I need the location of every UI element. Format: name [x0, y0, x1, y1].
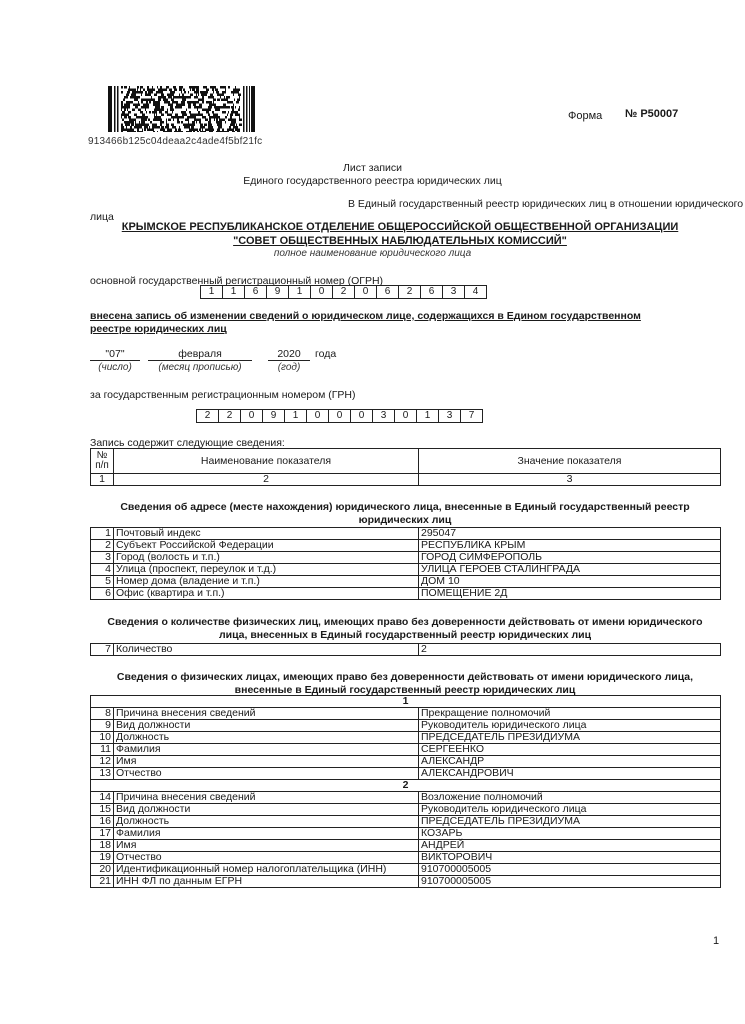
grn-digit: 0 — [329, 410, 351, 422]
document-subtitle: Единого государственного реестра юридических лиц — [243, 175, 502, 187]
table-row — [91, 864, 721, 876]
section-persons-title-line1: Сведения о физических лицах, имеющих право без доверенности действовать от имени юридического лица, — [116, 671, 694, 683]
contains-label: Запись содержит следующие сведения: — [90, 437, 285, 449]
row-value: ПРЕДСЕДАТЕЛЬ ПРЕЗИДИУМА — [419, 816, 721, 828]
grn-digit: 0 — [307, 410, 329, 422]
row-number: 3 — [91, 552, 114, 564]
row-value: Руководитель юридического лица — [419, 720, 721, 732]
record-statement-line2: реестре юридических лиц — [90, 323, 227, 335]
table-row — [91, 474, 721, 486]
ogrn-digit: 0 — [311, 286, 333, 298]
section-persons-title-line2: внесенные в Единый государственный реестр юридических лиц — [234, 684, 576, 696]
table-row — [91, 540, 721, 552]
row-number: 7 — [91, 644, 114, 656]
row-label: Причина внесения сведений — [114, 792, 419, 804]
row-value: УЛИЦА ГЕРОЕВ СТАЛИНГРАДА — [419, 564, 721, 576]
count-table — [90, 643, 721, 656]
row-label: Идентификационный номер налогоплательщика (ИНН) — [114, 864, 419, 876]
group-header-row — [91, 780, 721, 792]
persons-table — [90, 695, 721, 888]
intro-text-line2: лица — [90, 211, 114, 223]
row-label: ИНН ФЛ по данным ЕГРН — [114, 876, 419, 888]
grn-digit: 0 — [241, 410, 263, 422]
table-row — [91, 564, 721, 576]
section-count-title-line1: Сведения о количестве физических лиц, имеющих право без доверенности действовать от имени юридического — [107, 616, 703, 628]
row-number: 4 — [91, 564, 114, 576]
row-value: АЛЕКСАНДРОВИЧ — [419, 768, 721, 780]
grn-digit: 0 — [395, 410, 417, 422]
row-value: ДОМ 10 — [419, 576, 721, 588]
ogrn-digit: 1 — [201, 286, 223, 298]
row-number: 2 — [91, 540, 114, 552]
record-statement-line1: внесена запись об изменении сведений о юридическом лице, содержащихся в Едином государственном — [90, 310, 641, 322]
date-month-caption: (месяц прописью) — [158, 362, 242, 373]
row-number: 10 — [91, 732, 114, 744]
row-number: 14 — [91, 792, 114, 804]
row-number: 19 — [91, 852, 114, 864]
section-count-title-line2: лица, внесенных в Единый государственный реестр юридических лиц — [218, 629, 592, 641]
table-row — [91, 768, 721, 780]
row-label: Город (волость и т.п.) — [114, 552, 419, 564]
grn-digit: 0 — [351, 410, 373, 422]
row-value: АЛЕКСАНДР — [419, 756, 721, 768]
table-row — [91, 732, 721, 744]
section-address-title-line1: Сведения об адресе (месте нахождения) юридического лица, внесенные в Единый государственный реестр — [120, 501, 690, 513]
row-number: 18 — [91, 840, 114, 852]
table-row — [91, 588, 721, 600]
row-label: Вид должности — [114, 804, 419, 816]
ogrn-digit: 3 — [443, 286, 465, 298]
table-row — [91, 576, 721, 588]
ogrn-digit: 1 — [223, 286, 245, 298]
table-row — [91, 816, 721, 828]
row-label: Количество — [114, 644, 419, 656]
ogrn-digit: 6 — [421, 286, 443, 298]
grn-digit: 2 — [197, 410, 219, 422]
table-row — [91, 852, 721, 864]
row-value: 910700005005 — [419, 876, 721, 888]
date-month: февраля — [148, 348, 252, 361]
header-num-1: 1 — [91, 474, 114, 486]
row-value: АНДРЕЙ — [419, 840, 721, 852]
ogrn-digit: 4 — [472, 286, 479, 297]
table-row — [91, 744, 721, 756]
header-col-value: Значение показателя — [419, 449, 721, 474]
row-label: Имя — [114, 756, 419, 768]
grn-digit: 9 — [263, 410, 285, 422]
address-table — [90, 527, 721, 600]
table-row — [91, 792, 721, 804]
row-number: 20 — [91, 864, 114, 876]
header-table — [90, 448, 721, 486]
row-label: Имя — [114, 840, 419, 852]
barcode — [108, 86, 256, 132]
table-row — [91, 552, 721, 564]
row-number: 17 — [91, 828, 114, 840]
grn-digits — [196, 409, 483, 423]
row-label: Вид должности — [114, 720, 419, 732]
ogrn-digit: 0 — [355, 286, 377, 298]
table-row — [91, 720, 721, 732]
row-value: 910700005005 — [419, 864, 721, 876]
row-number: 6 — [91, 588, 114, 600]
organization-caption: полное наименование юридического лица — [273, 248, 472, 259]
row-value: Возложение полномочий — [419, 792, 721, 804]
table-row — [91, 840, 721, 852]
table-row — [91, 876, 721, 888]
table-row — [91, 756, 721, 768]
ogrn-digits — [200, 285, 487, 299]
row-value: ВИКТОРОВИЧ — [419, 852, 721, 864]
row-value: ПОМЕЩЕНИЕ 2Д — [419, 588, 721, 600]
row-value: СЕРГЕЕНКО — [419, 744, 721, 756]
row-number: 1 — [91, 528, 114, 540]
row-number: 12 — [91, 756, 114, 768]
table-row — [91, 708, 721, 720]
row-label: Причина внесения сведений — [114, 708, 419, 720]
row-label: Отчество — [114, 768, 419, 780]
grn-digit: 7 — [468, 410, 475, 421]
row-label: Улица (проспект, переулок и т.д.) — [114, 564, 419, 576]
row-label: Почтовый индекс — [114, 528, 419, 540]
table-row — [91, 449, 721, 474]
grn-digit: 3 — [439, 410, 461, 422]
section-address-title-line2: юридических лиц — [358, 514, 452, 526]
form-number: № Р50007 — [625, 108, 679, 120]
row-label: Субъект Российской Федерации — [114, 540, 419, 552]
row-label: Номер дома (владение и т.п.) — [114, 576, 419, 588]
header-col-name: Наименование показателя — [114, 449, 419, 474]
intro-text-line1: В Единый государственный реестр юридических лиц в отношении юридического — [348, 198, 744, 210]
header-col-number: № п/п — [91, 449, 114, 474]
ogrn-digit: 2 — [399, 286, 421, 298]
ogrn-digit: 9 — [267, 286, 289, 298]
header-num-3: 3 — [419, 474, 721, 486]
row-value: 2 — [419, 644, 721, 656]
ogrn-digit: 6 — [245, 286, 267, 298]
row-value: Прекращение полномочий — [419, 708, 721, 720]
date-day-caption: (число) — [98, 362, 132, 373]
ogrn-digit: 6 — [377, 286, 399, 298]
table-row — [91, 804, 721, 816]
row-value: РЕСПУБЛИКА КРЫМ — [419, 540, 721, 552]
grn-label: за государственным регистрационным номером (ГРН) — [90, 389, 356, 401]
row-number: 15 — [91, 804, 114, 816]
date-year: 2020 — [268, 348, 310, 361]
row-label: Фамилия — [114, 744, 419, 756]
row-value: ГОРОД СИМФЕРОПОЛЬ — [419, 552, 721, 564]
grn-digit: 1 — [285, 410, 307, 422]
row-label: Отчество — [114, 852, 419, 864]
row-number: 5 — [91, 576, 114, 588]
organization-name-line2: "СОВЕТ ОБЩЕСТВЕННЫХ НАБЛЮДАТЕЛЬНЫХ КОМИССИЙ" — [233, 235, 567, 247]
table-row — [91, 528, 721, 540]
group-number: 1 — [91, 696, 721, 708]
date-year-suffix: года — [315, 348, 337, 360]
row-number: 11 — [91, 744, 114, 756]
row-value: Руководитель юридического лица — [419, 804, 721, 816]
table-row — [91, 828, 721, 840]
date-year-caption: (год) — [277, 362, 301, 373]
row-value: КОЗАРЬ — [419, 828, 721, 840]
row-number: 16 — [91, 816, 114, 828]
row-number: 13 — [91, 768, 114, 780]
organization-name-line1: КРЫМСКОЕ РЕСПУБЛИКАНСКОЕ ОТДЕЛЕНИЕ ОБЩЕРОССИЙСКОЙ ОБЩЕСТВЕННОЙ ОРГАНИЗАЦИИ — [121, 221, 679, 233]
table-row — [91, 644, 721, 656]
grn-digit: 3 — [373, 410, 395, 422]
group-header-row — [91, 696, 721, 708]
row-value: ПРЕДСЕДАТЕЛЬ ПРЕЗИДИУМА — [419, 732, 721, 744]
form-label: Форма — [568, 110, 603, 122]
document-title: Лист записи — [342, 162, 403, 174]
row-label: Должность — [114, 732, 419, 744]
row-label: Офис (квартира и т.п.) — [114, 588, 419, 600]
document-hash: 913466b125c04deaa2c4ade4f5bf21fc — [88, 136, 263, 147]
row-label: Должность — [114, 816, 419, 828]
grn-digit: 1 — [417, 410, 439, 422]
grn-digit: 2 — [219, 410, 241, 422]
date-day: "07" — [90, 348, 140, 361]
row-value: 295047 — [419, 528, 721, 540]
ogrn-digit: 1 — [289, 286, 311, 298]
header-num-2: 2 — [114, 474, 419, 486]
ogrn-digit: 2 — [333, 286, 355, 298]
row-number: 9 — [91, 720, 114, 732]
row-number: 8 — [91, 708, 114, 720]
row-label: Фамилия — [114, 828, 419, 840]
group-number: 2 — [91, 780, 721, 792]
page-number: 1 — [713, 935, 720, 947]
ogrn-label: основной государственный регистрационный номер (ОГРН) — [90, 275, 384, 287]
row-number: 21 — [91, 876, 114, 888]
